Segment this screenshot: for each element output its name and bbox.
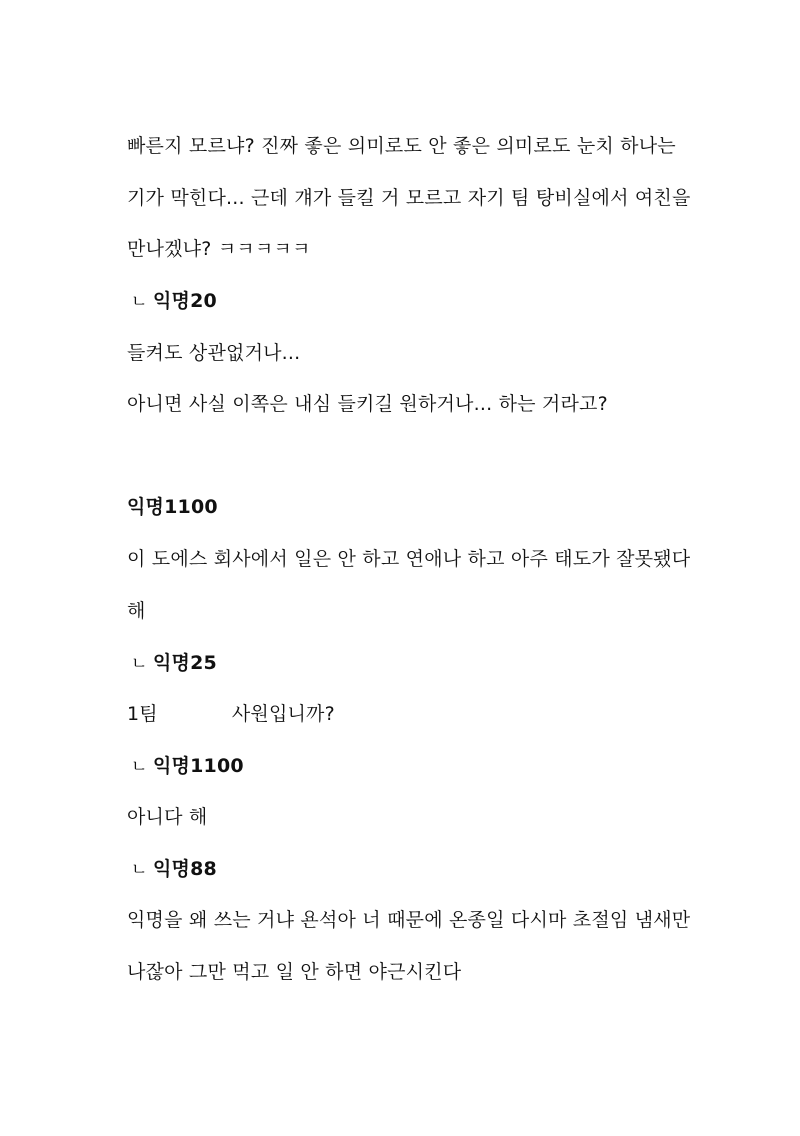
reply-marker: ㄴ (131, 757, 148, 777)
reply-author: 익명25 (153, 652, 217, 674)
reply-text-line (127, 701, 335, 727)
reply-text-line: 아니면 사실 이쪽은 내심 들키길 원하거나... 하는 거라고? (127, 393, 608, 415)
reply-text-line: 나잖아 그만 먹고 일 안 하면 야근시킨다 (127, 961, 462, 983)
reply-header (131, 753, 244, 780)
reply-header (131, 288, 217, 315)
post-author: 익명1100 (127, 496, 218, 518)
reply-marker: ㄴ (131, 860, 148, 880)
reply-header (131, 650, 217, 677)
reply-marker: ㄴ (131, 292, 148, 312)
reply-author: 익명88 (153, 858, 217, 880)
reply-author: 익명1100 (153, 755, 244, 777)
post-text-line: 이 도에스 회사에서 일은 안 하고 연애나 하고 아주 태도가 잘못됐다 (127, 548, 691, 570)
reply-text-line: 익명을 왜 쓰는 거냐 욘석아 너 때문에 온종일 다시마 초절임 냄새만 (127, 909, 691, 931)
reply-text-part: 사원입니까? (231, 703, 335, 725)
body-text-line: 기가 막힌다... 근데 걔가 들킬 거 모르고 자기 팀 탕비실에서 여친을 (127, 187, 691, 209)
reply-marker: ㄴ (131, 654, 148, 674)
body-text-line: 빠른지 모르냐? 진짜 좋은 의미로도 안 좋은 의미로도 눈치 하나는 (127, 135, 676, 157)
reply-header (131, 856, 217, 883)
post-text-line: 해 (127, 600, 146, 622)
reply-author: 익명20 (153, 290, 217, 312)
reply-text-line: 들켜도 상관없거나... (127, 342, 301, 364)
reply-text-line: 아니다 해 (127, 806, 208, 828)
reply-text-part: 1팀 (127, 703, 158, 725)
body-text-line: 만나겠냐? ㅋㅋㅋㅋㅋ (127, 238, 311, 260)
